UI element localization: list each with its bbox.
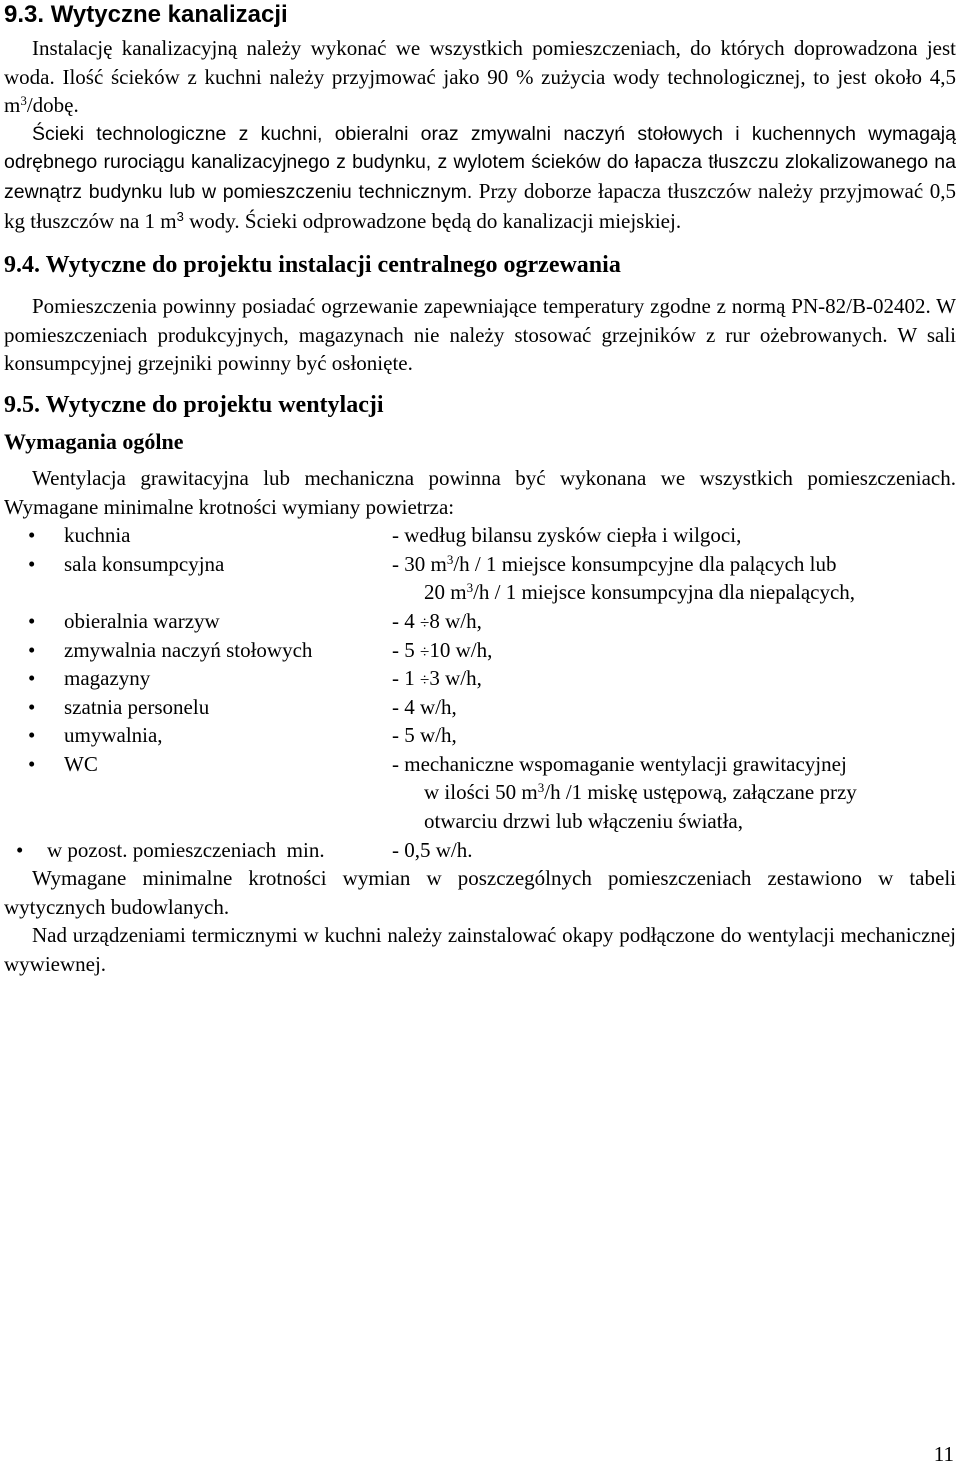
bullet-icon: • xyxy=(28,666,36,691)
division-icon: ÷ xyxy=(420,612,430,632)
paragraph-hoods: Nad urządzeniami termicznymi w kuchni należy zainstalować okapy podłączone do wentylacji mechanicznej wywiewnej. xyxy=(4,923,956,977)
exchange-rate: - według bilansu zysków ciepła i wilgoci, xyxy=(392,523,742,548)
exchange-rate: w ilości 50 $m^3/h$ /1 miskę ustępową, załączane przy xyxy=(424,780,857,805)
paragraph-sewage-intro: Instalację kanalizacyjną należy wykonać we wszystkich pomieszczeniach, do których doprowadzona jest woda. Ilość ścieków z kuchni należy przyjmować jako 90 % zużycia wody technologicznej, to jest około 4,5 $m^3$/dobę. xyxy=(4,36,956,118)
room-name: sala konsumpcyjna xyxy=(64,551,225,576)
list-item xyxy=(4,836,956,865)
list-item xyxy=(4,693,956,722)
exchange-rate: - 4 ÷8 w/h, xyxy=(392,608,482,633)
list-item xyxy=(4,550,956,579)
list-item xyxy=(4,750,956,779)
list-item xyxy=(4,636,956,665)
section-9-3-heading: 9.3. Wytyczne kanalizacji xyxy=(4,1,288,28)
list-item-continuation xyxy=(4,578,956,607)
air-exchange-list xyxy=(4,521,956,864)
list-item xyxy=(4,664,956,693)
page-number: 11 xyxy=(933,1442,954,1466)
paragraph-heating: Pomieszczenia powinny posiadać ogrzewanie zapewniające temperatury zgodne z normą PN-82/B-02402. W pomieszczeniach produkcyjnych, magazynach nie należy stosować grzejników z rur ożebrowanych. W sali konsumpcyjnej grzejniki powinny być osłonięte. xyxy=(4,294,956,376)
exchange-rate: - mechaniczne wspomaganie wentylacji grawitacyjnej xyxy=(392,751,847,776)
room-name: w pozost. pomieszczeniach min. xyxy=(47,837,325,862)
bullet-icon: • xyxy=(16,837,24,862)
exchange-rate: - 1 ÷3 w/h, xyxy=(392,666,482,691)
paragraph-required-rates: Wymagane minimalne krotności wymian w poszczególnych pomieszczeniach zestawiono w tabeli wytycznych budowlanych. xyxy=(4,866,956,919)
subsection-general-requirements: Wymagania ogólne xyxy=(4,428,184,454)
exchange-rate: - 4 w/h, xyxy=(392,694,457,719)
bullet-icon: • xyxy=(28,694,36,719)
exchange-rate: 20 $m^3/h / 1$ miejsce konsumpcyjna dla niepalących, xyxy=(424,580,856,605)
bullet-icon: • xyxy=(28,608,36,633)
division-icon: ÷ xyxy=(420,641,430,661)
exchange-rate: - 0,5 w/h. xyxy=(392,837,473,862)
list-item xyxy=(4,521,956,550)
list-item xyxy=(4,607,956,636)
exchange-rate: - 5 w/h, xyxy=(392,723,457,748)
section-9-5-heading: 9.5. Wytyczne do projektu wentylacji xyxy=(4,391,384,418)
paragraph-ventilation-intro: Wentylacja grawitacyjna lub mechaniczna powinna być wykonana we wszystkich pomieszczeniach. Wymagane minimalne krotności wymiany powietrza: xyxy=(4,465,956,519)
exchange-rate: - 5 ÷10 w/h, xyxy=(392,637,493,662)
room-name: szatnia personelu xyxy=(64,694,210,719)
bullet-icon: • xyxy=(28,551,36,576)
room-name: kuchnia xyxy=(64,523,131,548)
division-icon: ÷ xyxy=(420,670,430,690)
room-name: obieralnia warzyw xyxy=(64,608,220,633)
list-item xyxy=(4,721,956,750)
room-name: zmywalnia naczyń stołowych xyxy=(64,637,313,662)
room-name: umywalnia, xyxy=(64,723,163,748)
list-item-continuation xyxy=(4,778,956,807)
bullet-icon: • xyxy=(28,751,36,776)
exchange-rate: otwarciu drzwi lub włączeniu światła, xyxy=(424,809,743,834)
bullet-icon: • xyxy=(28,723,36,748)
room-name: magazyny xyxy=(64,666,151,691)
room-name: WC xyxy=(64,751,98,776)
list-item-continuation xyxy=(4,807,956,836)
bullet-icon: • xyxy=(28,523,36,548)
bullet-icon: • xyxy=(28,637,36,662)
document-page xyxy=(4,0,956,979)
paragraph-sewage-technological: Ścieki technologiczne z kuchni, obieralni oraz zmywalni naczyń stołowych i kuchennych wymagają odrębnego rurociągu kanalizacyjnego z budynku, z wylotem ścieków do łapacza tłuszczu zlokalizowanego na zewnątrz budynku lub w pomieszczeniu technicznym. Przy doborze łapacza tłuszczów należy przyjmować 0,5 kg tłuszczów na 1 $m^3$ wody. Ścieki odprowadzone będą do kanalizacji miejskiej. xyxy=(4,122,957,233)
exchange-rate: - 30 $m^3/h / 1$ miejsce konsumpcyjne dla palących lub xyxy=(392,551,837,576)
section-9-4-heading: 9.4. Wytyczne do projektu instalacji centralnego ogrzewania xyxy=(4,252,621,279)
